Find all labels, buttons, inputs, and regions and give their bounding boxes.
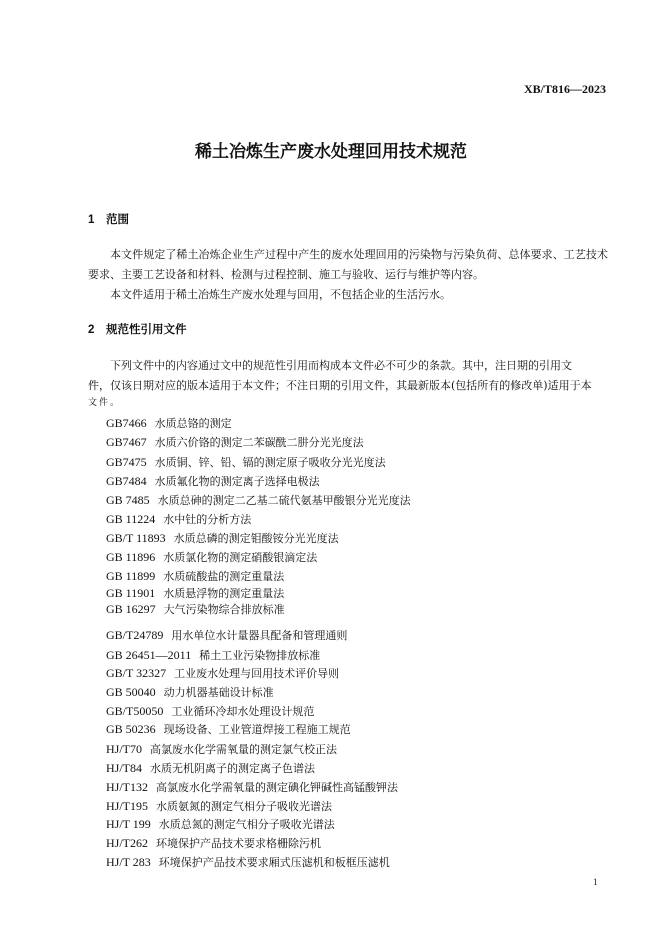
reference-code: GB 11224 [106, 512, 156, 526]
reference-title: 水质六价铬的测定二苯碳酰二肼分光光度法 [154, 436, 364, 449]
reference-title: 水质氟化物的测定离子选择电极法 [154, 475, 320, 488]
document-title: 稀土冶炼生产废水处理回用技术规范 [195, 142, 467, 162]
section-2-intro [88, 356, 608, 410]
reference-title: 高氯废水化学需氧量的测定碘化钾碱性高锰酸钾法 [156, 781, 398, 794]
scope-paragraph: 本文件规定了稀土冶炼企业生产过程中产生的废水处理回用的污染物与污染负荷、总体要求、工艺技术要求、主要工艺设备和材料、检测与过程控制、施工与验收、运行与维护等内容。 [88, 248, 608, 281]
reference-item [106, 511, 251, 528]
reference-item [106, 473, 320, 490]
reference-code: GB 16297 [106, 602, 156, 616]
section-2-heading [88, 321, 187, 337]
reference-item [106, 530, 339, 547]
intro-line: 件，仅该日期对应的版本适用于本文件；不注日期的引用文件，其最新版本(包括所有的修改单)适用于本 [88, 379, 592, 392]
intro-line: 下列文件中的内容通过文中的规范性引用而构成本文件必不可少的条款。其中，注日期的引用文 [110, 359, 572, 372]
reference-item [106, 549, 317, 566]
reference-title: 环境保护产品技术要求格栅除污机 [156, 837, 321, 850]
reference-code: HJ/T70 [106, 742, 142, 756]
reference-code: HJ/T195 [106, 799, 148, 813]
section-1-scope [88, 245, 608, 305]
reference-item [106, 721, 351, 738]
reference-code: GB 50040 [106, 685, 156, 699]
reference-title: 大气污染物综合排放标准 [163, 603, 285, 616]
reference-code: HJ/T 199 [106, 817, 151, 831]
section-title: 范围 [106, 212, 129, 226]
reference-code: HJ/T132 [106, 780, 148, 794]
reference-title: 工业废水处理与回用技术评价导则 [174, 667, 340, 680]
reference-item [106, 627, 347, 644]
reference-code: HJ/T84 [106, 761, 142, 775]
section-number: 2 [88, 324, 95, 336]
section-1-heading [88, 211, 129, 227]
reference-code: HJ/T 283 [106, 855, 151, 869]
reference-item [106, 585, 284, 602]
reference-code: GB/T50050 [106, 704, 164, 718]
reference-item [106, 454, 386, 471]
reference-title: 水质无机阴离子的测定离子色谱法 [150, 762, 315, 775]
reference-item [106, 760, 315, 777]
reference-item [106, 816, 335, 833]
reference-title: 水中钍的分析方法 [163, 513, 252, 526]
document-number: XB/T816—2023 [523, 82, 606, 96]
reference-title: 水质氯化物的测定硝酸银滴定法 [163, 551, 318, 564]
reference-code: GB 11896 [106, 550, 156, 564]
reference-item [106, 492, 411, 509]
reference-title: 环境保护产品技术要求厢式压滤机和板框压滤机 [158, 856, 390, 869]
reference-item [106, 835, 321, 852]
reference-title: 水质氨氮的测定气相分子吸收光谱法 [156, 800, 332, 813]
reference-code: GB7466 [106, 416, 147, 430]
reference-title: 水质总铬的测定 [154, 417, 232, 430]
reference-code: GB 7485 [106, 493, 150, 507]
reference-code: GB 11901 [106, 586, 156, 600]
reference-code: GB/T 32327 [106, 666, 167, 680]
reference-title: 水质铜、锌、铅、镉的测定原子吸收分光光度法 [154, 456, 386, 469]
reference-item [106, 854, 390, 871]
reference-item [106, 647, 320, 664]
reference-code: GB7475 [106, 455, 147, 469]
reference-code: GB 26451—2011 [106, 648, 192, 662]
reference-item [106, 601, 285, 618]
reference-title: 现场设备、工业管道焊接工程施工规范 [163, 723, 351, 736]
reference-title: 工业循环冷却水处理设计规范 [171, 705, 315, 718]
reference-code: GB/T24789 [106, 628, 164, 642]
reference-title: 水质总砷的测定二乙基二硫代氨基甲酸银分光光度法 [157, 494, 411, 507]
reference-item [106, 434, 364, 451]
reference-item [106, 779, 398, 796]
reference-code: HJ/T262 [106, 836, 148, 850]
reference-title: 稀土工业污染物排放标准 [199, 649, 321, 662]
reference-code: GB/T 11893 [106, 531, 166, 545]
page-number: 1 [593, 877, 598, 887]
reference-title: 水质悬浮物的测定重量法 [163, 587, 285, 600]
reference-title: 动力机器基础设计标准 [163, 686, 274, 699]
reference-code: GB7484 [106, 474, 147, 488]
intro-line: 文件。 [88, 398, 122, 408]
section-title: 规范性引用文件 [106, 322, 187, 336]
reference-code: GB 11899 [106, 569, 156, 583]
reference-item [106, 415, 232, 432]
reference-title: 水质硫酸盐的测定重量法 [163, 570, 285, 583]
reference-item [106, 665, 339, 682]
reference-title: 高氯废水化学需氧量的测定氯气校正法 [150, 743, 337, 756]
reference-title: 用水单位水计量器具配备和管理通则 [171, 629, 348, 642]
applicability-paragraph: 本文件适用于稀土冶炼生产废水处理与回用，不包括企业的生活污水。 [110, 288, 451, 301]
reference-item [106, 684, 274, 701]
reference-item [106, 798, 332, 815]
reference-title: 水质总氮的测定气相分子吸收光谱法 [158, 818, 335, 831]
reference-code: GB7467 [106, 435, 147, 449]
reference-code: GB 50236 [106, 722, 156, 736]
reference-item [106, 568, 284, 585]
reference-item [106, 741, 337, 758]
reference-title: 水质总磷的测定钼酸铵分光光度法 [173, 532, 339, 545]
section-number: 1 [88, 214, 95, 226]
reference-item [106, 703, 314, 720]
